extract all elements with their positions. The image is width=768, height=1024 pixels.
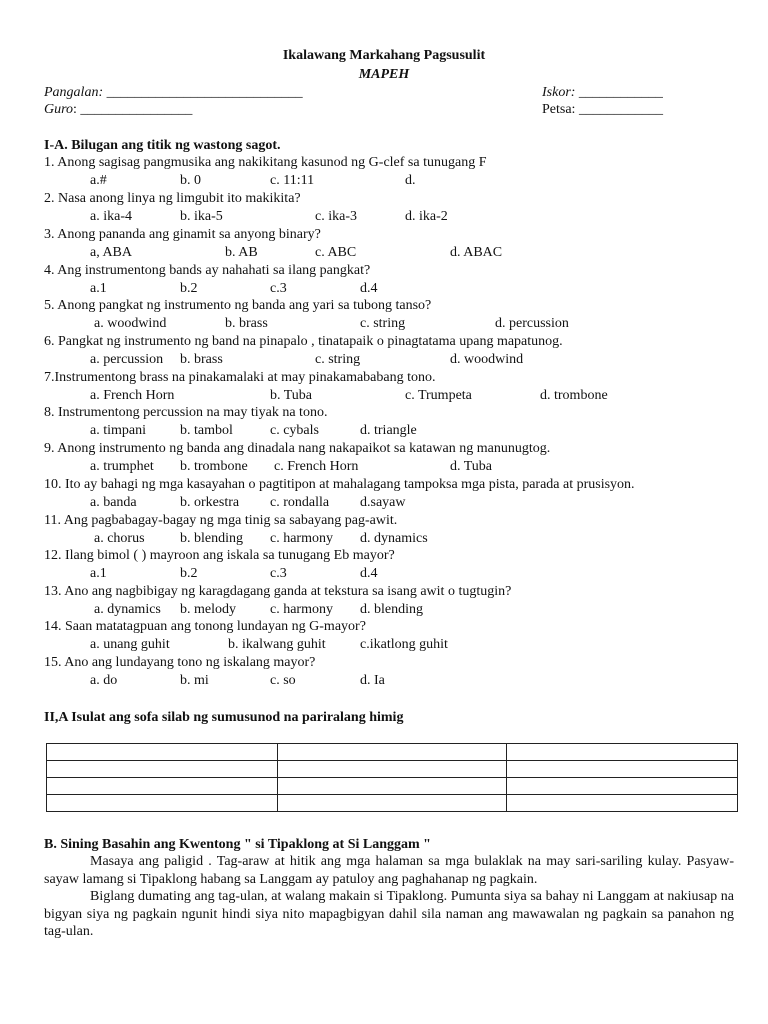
table-row bbox=[47, 778, 738, 795]
question-6-option-d[interactable]: d. woodwind bbox=[450, 352, 524, 367]
subject-title: MAPEH bbox=[358, 67, 410, 82]
question-10-option-d[interactable]: d.sayaw bbox=[360, 495, 406, 510]
answer-cell[interactable] bbox=[278, 761, 507, 778]
question-13-option-c[interactable]: c. harmony bbox=[270, 602, 333, 617]
question-5-option-b[interactable]: b. brass bbox=[225, 316, 268, 331]
question-6-option-b[interactable]: b. brass bbox=[180, 352, 223, 367]
question-8-option-a[interactable]: a. timpani bbox=[90, 423, 146, 438]
question-13-option-b[interactable]: b. melody bbox=[180, 602, 236, 617]
date-field: Petsa: ____________ bbox=[542, 102, 663, 117]
question-14-option-c[interactable]: c.ikatlong guhit bbox=[360, 637, 448, 652]
answer-cell[interactable] bbox=[507, 778, 738, 795]
score-field: Iskor: ____________ bbox=[542, 85, 663, 100]
name-field: Pangalan: ____________________________ bbox=[44, 85, 303, 100]
answer-cell[interactable] bbox=[47, 744, 278, 761]
question-8-option-c[interactable]: c. cybals bbox=[270, 423, 319, 438]
question-11-option-a[interactable]: a. chorus bbox=[94, 531, 145, 546]
question-3: 3. Anong pananda ang ginamit sa anyong binary? bbox=[44, 227, 321, 242]
question-10-option-a[interactable]: a. banda bbox=[90, 495, 137, 510]
question-4-option-d[interactable]: d.4 bbox=[360, 281, 378, 296]
question-13: 13. Ano ang nagbibigay ng karagdagang ganda at tekstura sa isang awit o tugtugin? bbox=[44, 584, 512, 599]
question-14: 14. Saan matatagpuan ang tonong lundayan ng G-mayor? bbox=[44, 619, 366, 634]
question-7-option-d[interactable]: d. trombone bbox=[540, 388, 608, 403]
answer-cell[interactable] bbox=[507, 795, 738, 812]
question-12: 12. Ilang bimol ( ) mayroon ang iskala sa tunugang Eb mayor? bbox=[44, 548, 395, 563]
question-5-option-d[interactable]: d. percussion bbox=[495, 316, 569, 331]
table-row bbox=[47, 744, 738, 761]
question-4: 4. Ang instrumentong bands ay nahahati sa ilang pangkat? bbox=[44, 263, 371, 278]
question-11-option-b[interactable]: b. blending bbox=[180, 531, 243, 546]
question-9-option-c[interactable]: c. French Horn bbox=[274, 459, 359, 474]
question-9-option-d[interactable]: d. Tuba bbox=[450, 459, 493, 474]
question-14-option-b[interactable]: b. ikalwang guhit bbox=[228, 637, 326, 652]
question-8-option-d[interactable]: d. triangle bbox=[360, 423, 417, 438]
question-7: 7.Instrumentong brass na pinakamalaki at may pinakamababang tono. bbox=[44, 370, 436, 385]
exam-title: Ikalawang Markahang Pagsusulit bbox=[282, 48, 486, 63]
section2-heading: II,A Isulat ang sofa silab ng sumusunod na pariralang himig bbox=[44, 710, 404, 725]
question-15-option-d[interactable]: d. Ia bbox=[360, 673, 385, 688]
question-13-option-d[interactable]: d. blending bbox=[360, 602, 423, 617]
question-11: 11. Ang pagbabagay-bagay ng mga tinig sa sabayang pag-awit. bbox=[44, 513, 398, 528]
question-15-option-a[interactable]: a. do bbox=[90, 673, 118, 688]
question-13-option-a[interactable]: a. dynamics bbox=[94, 602, 161, 617]
story-text: Masaya ang paligid . Tag-araw at hitik ang mga halaman sa mga bulaklak na may sari-sariling kulay. Pasyaw-sayaw lamang si Tipaklong habang sa Langgam ay patuloy ang paghahanap ng pagkain. bbox=[44, 854, 734, 887]
question-15-option-c[interactable]: c. so bbox=[270, 673, 296, 688]
question-9-option-a[interactable]: a. trumphet bbox=[90, 459, 154, 474]
question-1-option-a[interactable]: a.# bbox=[90, 173, 107, 188]
teacher-field bbox=[44, 101, 192, 118]
question-1: 1. Anong sagisag pangmusika ang nakikitang kasunod ng G-clef sa tunugang F bbox=[44, 155, 487, 170]
question-1-option-c[interactable]: c. 11:11 bbox=[270, 173, 315, 188]
question-12-option-a[interactable]: a.1 bbox=[90, 566, 107, 581]
question-7-option-c[interactable]: c. Trumpeta bbox=[405, 388, 472, 403]
question-3-option-c[interactable]: c. ABC bbox=[315, 245, 357, 260]
question-8-option-b[interactable]: b. tambol bbox=[180, 423, 233, 438]
question-3-option-b[interactable]: b. AB bbox=[225, 245, 258, 260]
question-3-option-a[interactable]: a, ABA bbox=[90, 245, 132, 260]
question-6-option-c[interactable]: c. string bbox=[315, 352, 361, 367]
question-10-option-c[interactable]: c. rondalla bbox=[270, 495, 330, 510]
question-12-option-b[interactable]: b.2 bbox=[180, 566, 198, 581]
teacher-blank: : ________________ bbox=[73, 102, 193, 117]
question-11-option-d[interactable]: d. dynamics bbox=[360, 531, 428, 546]
question-5: 5. Anong pangkat ng instrumento ng banda ang yari sa tubong tanso? bbox=[44, 298, 432, 313]
table-row bbox=[47, 795, 738, 812]
question-2-option-a[interactable]: a. ika-4 bbox=[90, 209, 132, 224]
question-2-option-d[interactable]: d. ika-2 bbox=[405, 209, 448, 224]
question-8: 8. Instrumentong percussion na may tiyak na tono. bbox=[44, 405, 328, 420]
question-3-option-d[interactable]: d. ABAC bbox=[450, 245, 503, 260]
question-5-option-c[interactable]: c. string bbox=[360, 316, 406, 331]
question-1-option-b[interactable]: b. 0 bbox=[180, 173, 201, 188]
answer-cell[interactable] bbox=[507, 761, 738, 778]
question-2: 2. Nasa anong linya ng limgubit ito makikita? bbox=[44, 191, 301, 206]
table-row bbox=[47, 761, 738, 778]
question-10: 10. Ito ay bahagi ng mga kasayahan o pagtitipon at mahalagang tampoksa mga pista, parada at prusisyon. bbox=[44, 477, 635, 492]
answer-cell[interactable] bbox=[47, 761, 278, 778]
question-12-option-c[interactable]: c.3 bbox=[270, 566, 287, 581]
question-15-option-b[interactable]: b. mi bbox=[180, 673, 209, 688]
answer-cell[interactable] bbox=[47, 795, 278, 812]
question-4-option-c[interactable]: c.3 bbox=[270, 281, 287, 296]
sofa-silab-table bbox=[46, 743, 738, 812]
question-6-option-a[interactable]: a. percussion bbox=[90, 352, 164, 367]
teacher-label: Guro bbox=[44, 102, 74, 117]
story-paragraph-2 bbox=[44, 888, 734, 941]
question-10-option-b[interactable]: b. orkestra bbox=[180, 495, 240, 510]
question-12-option-d[interactable]: d.4 bbox=[360, 566, 378, 581]
answer-cell[interactable] bbox=[278, 744, 507, 761]
question-2-option-b[interactable]: b. ika-5 bbox=[180, 209, 223, 224]
question-1-option-d[interactable]: d. bbox=[405, 173, 416, 188]
story-paragraph-1 bbox=[44, 853, 734, 888]
question-4-option-a[interactable]: a.1 bbox=[90, 281, 107, 296]
question-6: 6. Pangkat ng instrumento ng band na pinapalo , tinatapaik o pinagtatama upang mapatunog. bbox=[44, 334, 563, 349]
question-15: 15. Ano ang lundayang tono ng iskalang mayor? bbox=[44, 655, 316, 670]
answer-cell[interactable] bbox=[47, 778, 278, 795]
section1-heading: I-A. Bilugan ang titik ng wastong sagot. bbox=[44, 138, 281, 153]
sectionB-heading: B. Sining Basahin ang Kwentong " si Tipaklong at Si Langgam " bbox=[44, 837, 431, 852]
story-text: Biglang dumating ang tag-ulan, at walang makain si Tipaklong. Pumunta siya sa bahay ni Langgam at nakiusap na bigyan siya ng pagkain ngunit hindi siya nito mapagbigyan dahil sila naman ang mawawalan ng pagkain sa panahon ng tag-ulan. bbox=[44, 889, 734, 939]
question-7-option-a[interactable]: a. French Horn bbox=[90, 388, 175, 403]
question-11-option-c[interactable]: c. harmony bbox=[270, 531, 333, 546]
question-14-option-a[interactable]: a. unang guhit bbox=[90, 637, 170, 652]
question-2-option-c[interactable]: c. ika-3 bbox=[315, 209, 357, 224]
answer-cell[interactable] bbox=[278, 795, 507, 812]
answer-cell[interactable] bbox=[507, 744, 738, 761]
question-9-option-b[interactable]: b. trombone bbox=[180, 459, 248, 474]
answer-cell[interactable] bbox=[278, 778, 507, 795]
question-4-option-b[interactable]: b.2 bbox=[180, 281, 198, 296]
question-5-option-a[interactable]: a. woodwind bbox=[94, 316, 167, 331]
question-9: 9. Anong instrumento ng banda ang dinadala nang nakapaikot sa katawan ng manunugtog. bbox=[44, 441, 551, 456]
question-7-option-b[interactable]: b. Tuba bbox=[270, 388, 313, 403]
